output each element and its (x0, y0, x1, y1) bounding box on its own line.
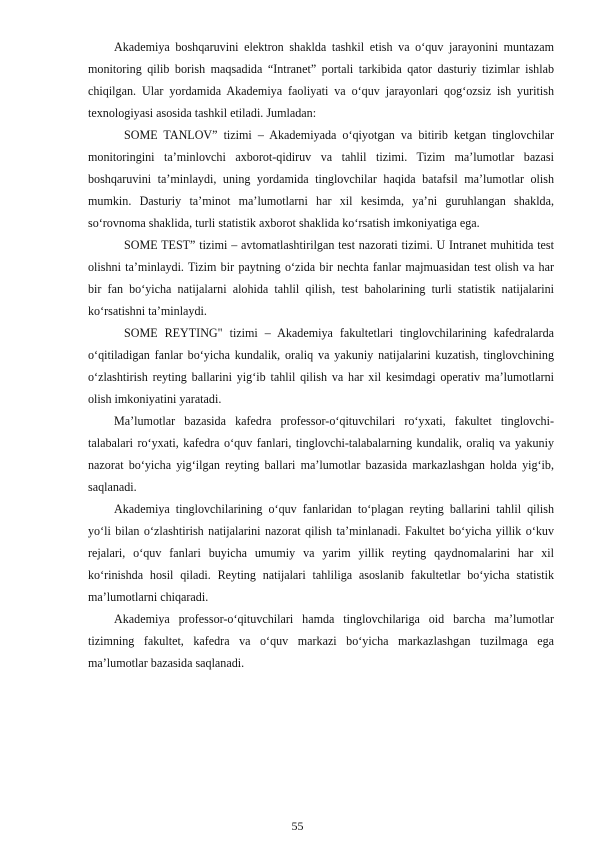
paragraph-some-reyting: SOME REYTING" tizimi – Akademiya fakultetlari tinglovchilarining kafedralarda o‘qitiladigan fanlar bo‘yicha kundalik, oraliq va yakuniy natijalarini kuzatish, tinglovchining o‘zlashtirish reyting ballarini yig‘ib tahlil qilish va har xil kesimdagi operativ ma’lumotlarni olish imkoniyatini yaratadi. (88, 326, 554, 406)
page-number: 55 (291, 819, 304, 833)
paragraph-intro: Akademiya boshqaruvini elektron shaklda tashkil etish va o‘quv jarayonini muntazam monitoring qilib borish maqsadida “Intranet” portali tarkibida qator dasturiy tizimlar ishlab chiqilgan. Ular yordamida Akademiya faoliyati va o‘quv jarayonlari qog‘ozsiz ish yuritish texnologiyasi asosida tashkil etiladi. Jumladan: (88, 40, 554, 120)
document-body (88, 36, 554, 674)
paragraph-some-test: SOME TEST” tizimi – avtomatlashtirilgan test nazorati tizimi. U Intranet muhitida test olishni ta’minlaydi. Tizim bir paytning o‘zida bir nechta fanlar majmuasidan test olish va har bir fan bo‘yicha natijalarni alohida tahlil qilish, test baholarining turli statistik natijalarini ko‘rsatishni ta’minlaydi. (88, 238, 554, 318)
paragraph-analysis: Akademiya tinglovchilarining o‘quv fanlaridan to‘plagan reyting ballarini tahlil qilish yo‘li bilan o‘zlashtirish natijalarini nazorat qilish ta’minlanadi. Fakultet bo‘yicha yillik o‘kuv rejalari, o‘quv fanlari buyicha umumiy va yarim yillik reyting qaydnomalarini har xil ko‘rinishda hosil qiladi. Reyting natijalari tahliliga asoslanib fakultetlar bo‘yicha statistik ma’lumotlarni chiqaradi. (88, 502, 554, 604)
paragraph-some-tanlov: SOME TANLOV” tizimi – Akademiyada o‘qiyotgan va bitirib ketgan tinglovchilar monitoringini ta’minlovchi axborot-qidiruv va tahlil tizimi. Tizim ma’lumotlar bazasi boshqaruvini ta’minlaydi, uning yordamida tinglovchilar haqida batafsil ma’lumotlar olish mumkin. Dasturiy ta’minot ma’lumotlarni har xil kesimda, ya’ni guruhlangan shaklda, so‘rovnoma shaklida, turli statistik axborot shaklida ko‘rsatish imkoniyatiga ega. (88, 128, 554, 230)
paragraph-database: Ma’lumotlar bazasida kafedra professor-o‘qituvchilari ro‘yxati, fakultet tinglovchi-talabalari ro‘yxati, kafedra o‘quv fanlari, tinglovchi-talabalarning kundalik, oraliq va yakuniy nazorat bo‘yicha yig‘ilgan reyting ballari ma’lumotlar bazasida markazlashgan holda yig‘ib, saqlanadi. (88, 414, 554, 494)
paragraph-storage: Akademiya professor-o‘qituvchilari hamda tinglovchilariga oid barcha ma’lumotlar tizimning fakultet, kafedra va o‘quv markazi bo‘yicha markazlashgan tuzilmaga ega ma’lumotlar bazasida saqlanadi. (88, 612, 554, 670)
